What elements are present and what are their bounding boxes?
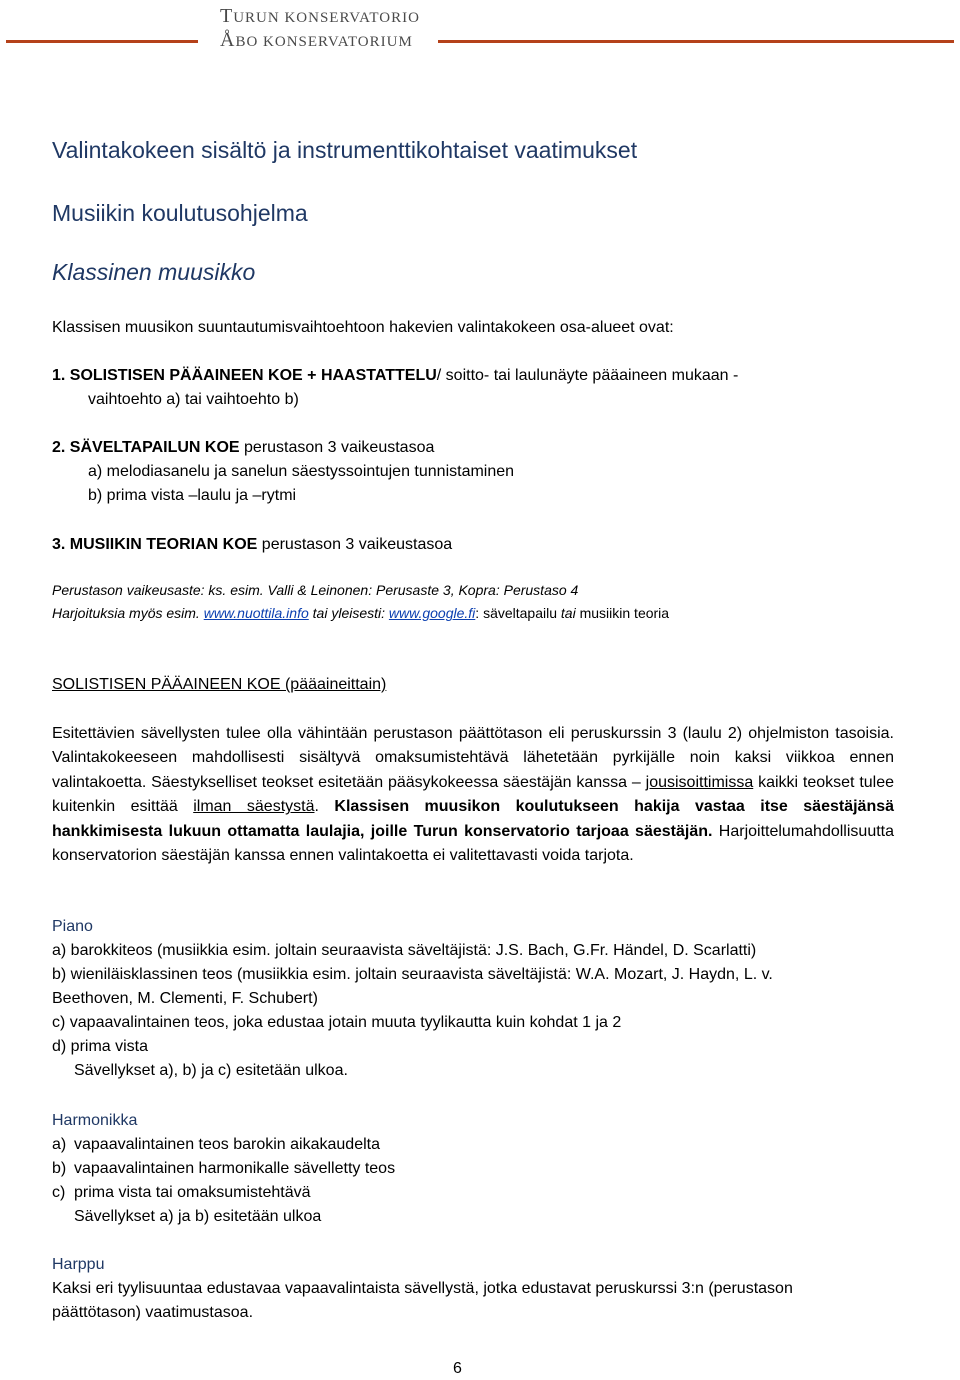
program-heading: Musiikin koulutusohjelma: [52, 200, 308, 226]
exercise-note: Harjoituksia myös esim. www.nuottila.info tai yleisesti: www.google.fi: säveltapailu tai musiikin teoria: [52, 605, 670, 621]
level-note: Perustason vaikeusaste: ks. esim. Valli & Leinonen: Perusaste 3, Kopra: Perustaso 4: [52, 582, 579, 598]
page-title: Valintakokeen sisältö ja instrumenttikohtaiset vaatimukset: [52, 137, 638, 163]
exam-item-2: 2. SÄVELTAPAILUN KOE perustason 3 vaikeustasoa: [52, 439, 435, 456]
exam-item-2-a: a) melodiasanelu ja sanelun säestyssointujen tunnistaminen: [88, 463, 515, 480]
harmonikka-heading: Harmonikka: [52, 1112, 138, 1129]
exam-item-1-cont: vaihtoehto a) tai vaihtoehto b): [88, 391, 299, 408]
logo-line-swedish: ÅBO KONSERVATORIUM: [220, 29, 413, 51]
nuottila-link[interactable]: www.nuottila.info: [203, 605, 309, 621]
harmonikka-note: Sävellykset a) ja b) esitetään ulkoa: [74, 1208, 322, 1225]
intro-text: Klassisen muusikon suuntautumisvaihtoehtoon hakevien valintakokeen osa-alueet ovat:: [52, 319, 674, 336]
exam-item-3: 3. MUSIIKIN TEORIAN KOE perustason 3 vaikeustasoa: [52, 536, 453, 553]
google-link[interactable]: www.google.fi: [388, 605, 476, 621]
harmonikka-section: [52, 1109, 395, 1229]
exam-item-1: 1. SOLISTISEN PÄÄAINEEN KOE + HAASTATTELU/ soitto- tai laulunäyte pääaineen mukaan -: [52, 367, 739, 384]
piano-item-b: b) wieniläisklassinen teos (musiikkia esim. joltain seuraavista säveltäjistä: W.A. Mozart, J. Haydn, L. v.: [52, 966, 773, 983]
piano-item-d: d) prima vista: [52, 1038, 149, 1055]
list-item: b) vapaavalintainen harmonikalle sävelletty teos: [52, 1160, 396, 1177]
harppu-text-line2: päättötason) vaatimustasoa.: [52, 1304, 254, 1321]
track-heading: Klassinen muusikko: [52, 259, 256, 285]
harppu-text-line1: Kaksi eri tyylisuuntaa edustavaa vapaavalintaista sävellystä, jotka edustavat peruskurssi 3:n (perustason: [52, 1280, 793, 1297]
exam-item-2-b: b) prima vista –laulu ja –rytmi: [88, 487, 297, 504]
harppu-section: [52, 1253, 793, 1325]
page-number: 6: [453, 1360, 462, 1377]
piano-item-b-cont: Beethoven, M. Clementi, F. Schubert): [52, 990, 318, 1007]
conservatory-logo: [220, 4, 435, 52]
piano-item-a: a) barokkiteos (musiikkia esim. joltain seuraavista säveltäjistä: J.S. Bach, G.Fr. Händel, D. Scarlatti): [52, 942, 757, 959]
piano-note: Sävellykset a), b) ja c) esitetään ulkoa.: [74, 1062, 348, 1079]
piano-heading: Piano: [52, 918, 93, 935]
list-item: a) vapaavalintainen teos barokin aikakaudelta: [52, 1136, 380, 1153]
list-item: c) prima vista tai omaksumistehtävä: [52, 1184, 311, 1201]
harppu-heading: Harppu: [52, 1256, 105, 1273]
header-rule-left: [6, 40, 198, 43]
header-rule-right: [438, 40, 954, 43]
logo-line-finnish: TURUN KONSERVATORIO: [220, 5, 420, 27]
piano-section: [52, 915, 773, 1083]
piano-item-c: c) vapaavalintainen teos, joka edustaa jotain muuta tyylikautta kuin kohdat 1 ja 2: [52, 1014, 622, 1031]
requirements-paragraph: Esitettävien sävellysten tulee olla vähintään perustason päättötason eli peruskurssin 3 (laulu 2) ohjelmiston tasoisia. Valintakokeeseen mahdollisesti sisältyvä omaksumistehtävä lähetetään pyrkijälle noin kaksi viikkoa ennen valintakoetta. Säestykselliset teokset esitetään pääsykokeessa säestäjän kanssa – jousisoittimissa kaikki teokset tulee kuitenkin esittää ilman säestystä. Klassisen muusikon koulutukseen hakija vastaa itse säestäjänsä hankkimisesta lukuun ottamatta laulajia, joille Turun konservatorio tarjoaa säestäjän. Harjoittelumahdollisuutta konservatorion säestäjän kanssa ennen valintakoetta ei valitettavasti voida tarjota.: [52, 725, 895, 865]
page-header: [0, 0, 960, 56]
section-heading: SOLISTISEN PÄÄAINEEN KOE (pääaineittain): [52, 676, 387, 693]
